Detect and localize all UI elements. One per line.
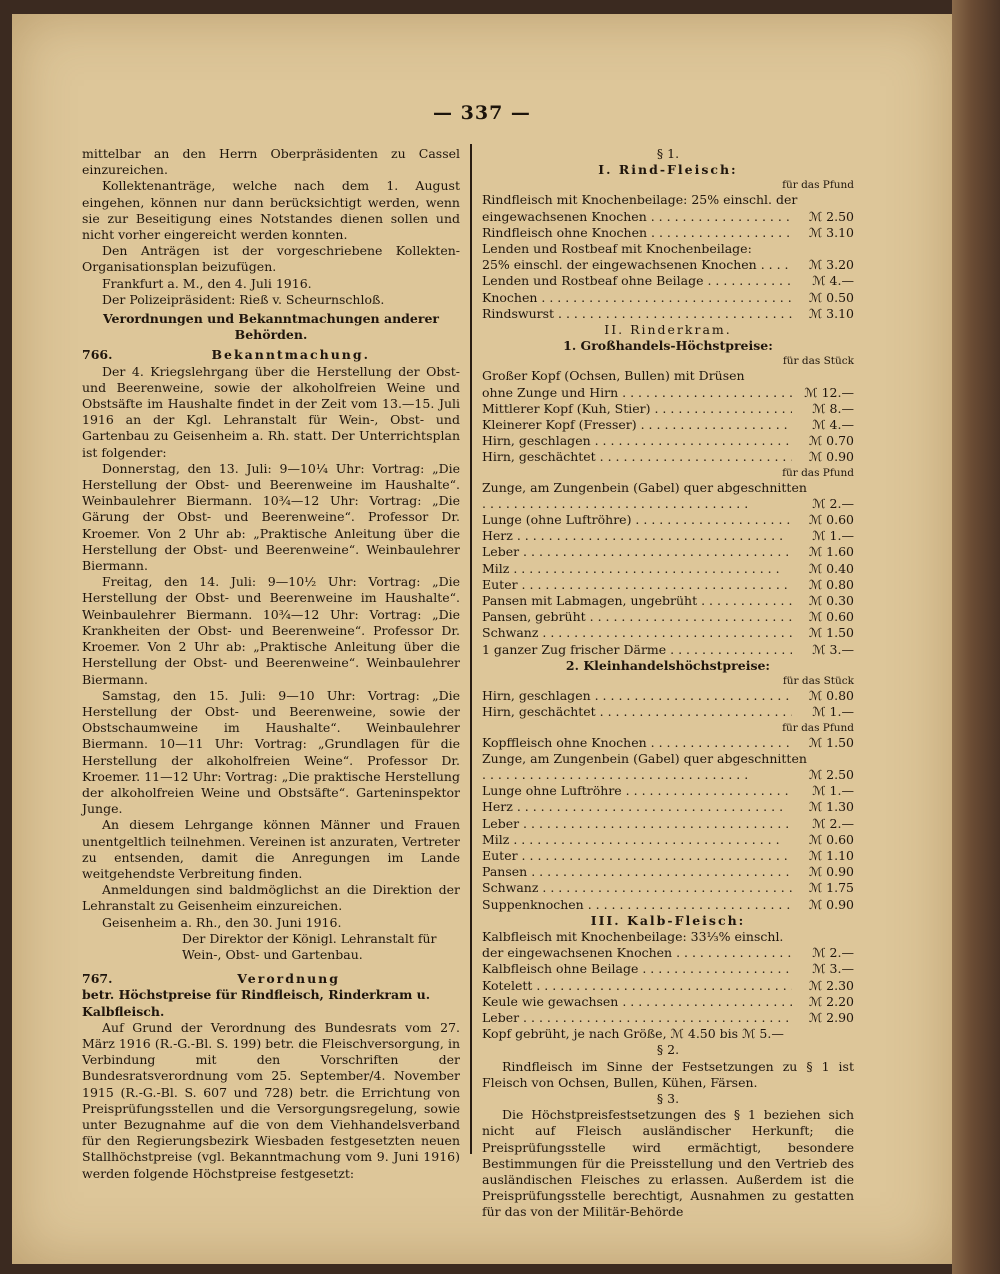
- unit-label: für das Stück: [782, 675, 854, 688]
- item-number: 766.: [82, 347, 113, 363]
- price-row-value: ℳ 8.—: [812, 400, 854, 416]
- date-line: Geisenheim a. Rh., den 30. Juni 1916.: [102, 914, 342, 930]
- paragraph: Den Anträgen ist der vorgeschriebene Kollekten-Organisationsplan beizufügen.: [82, 243, 460, 275]
- price-row: [482, 561, 854, 577]
- price-row: [482, 544, 854, 560]
- item-title: Verordnung: [237, 971, 340, 987]
- item-header-766: [82, 347, 460, 363]
- price-text: Kalbfleisch mit Knochenbeilage: 33⅓% einschl.: [482, 928, 784, 944]
- subcategory-heading: 2. Kleinhandelshöchstpreise:: [565, 657, 771, 673]
- signature-line: Der Polizeipräsident: Rieß v. Scheurnschloß.: [102, 291, 385, 307]
- price-row: [482, 945, 854, 961]
- price-row-label: Rindswurst . . .: [482, 306, 792, 322]
- price-text: Zunge, am Zungenbein (Gabel) quer abgeschnitten: [482, 479, 807, 495]
- price-row: [482, 978, 854, 994]
- price-row: [482, 799, 854, 815]
- price-row-value: ℳ 1.60: [808, 544, 854, 560]
- price-row: [482, 225, 854, 241]
- price-row-label: ohne Zunge und Hirn . . .: [482, 385, 792, 401]
- paragraph: Rindfleisch im Sinne der Festsetzungen zu § 1 ist Fleisch von Ochsen, Bullen, Kühen, Färsen.: [482, 1058, 854, 1090]
- page-number: — 337 —: [433, 102, 531, 124]
- price-row: [482, 704, 854, 720]
- price-row: [482, 832, 854, 848]
- price-row: [482, 880, 854, 896]
- paragraph: Samstag, den 15. Juli: 9—10 Uhr: Vortrag: „Die Herstellung der Obst- und Beerenweine, sowie der Obstschaumweine im Haushalte“. Weinbaulehrer Biermann. 10—11 Uhr: Vortrag: „Grundlagen für die Herstellung der alkoholfreien Weine“. Professor Dr. Kroemer. 11—12 Uhr: Vortrag: „Die praktische Herstellung der alkoholfreien Weine und Obstsäfte“. Garteninspektor Junge.: [82, 687, 460, 817]
- price-list: [482, 257, 854, 322]
- price-row-value: ℳ 0.90: [808, 449, 854, 465]
- price-row-label: Hirn, geschächtet . . .: [482, 449, 792, 465]
- book-binding: [952, 0, 1000, 1274]
- price-row-label: Hirn, geschlagen . . .: [482, 433, 792, 449]
- right-column: [482, 146, 854, 1221]
- price-row-value: ℳ 0.30: [808, 593, 854, 609]
- category-heading: II. Rinderkram.: [604, 322, 732, 338]
- price-row: [482, 306, 854, 322]
- price-text: Lenden und Rostbeaf mit Knochenbeilage:: [482, 241, 752, 257]
- column-divider: [470, 144, 472, 1154]
- price-row-label: Kalbfleisch ohne Beilage . . .: [482, 961, 792, 977]
- paragraph: Der 4. Kriegslehrgang über die Herstellung der Obst- und Beerenweine, sowie der alkoholfreien Weine und Obstsäfte im Haushalte findet in der Zeit vom 13.—15. Juli 1916 an der Kgl. Lehranstalt für Wein-, Obst- und Gartenbau zu Geisenheim a. Rh. statt. Der Unterrichtsplan ist folgender:: [82, 363, 460, 460]
- price-row-value: ℳ 1.10: [808, 847, 854, 863]
- paragraph: Die Höchstpreisfestsetzungen des § 1 beziehen sich nicht auf Fleisch ausländischer Herkunft; die Preisprüfungsstelle wird ermächtigt, besondere Bestimmungen für die Preisstellung und den Vertrieb des ausländischen Fleisches zu erlassen. Außerdem ist die Preisprüfungsstelle berechtigt, Ausnahmen zu gestatten für das von der Militär-Behörde: [482, 1107, 854, 1220]
- paragraph: Freitag, den 14. Juli: 9—10½ Uhr: Vortrag: „Die Herstellung der Obst- und Beerenweine im Haushalte“. Weinbaulehrer Biermann. 10¾—12 Uhr: Vortrag: „Die Krankheiten der Obst- und Beerenweine“. Professor Dr. Kroemer. Von 2 Uhr ab: „Praktische Anleitung über die Herstellung der Obst- und Beerenweine“. Weinbaulehrer Biermann.: [82, 574, 460, 687]
- price-row: [482, 1010, 854, 1026]
- price-list: [482, 496, 854, 658]
- price-row-label: 25% einschl. der eingewachsenen Knochen . . .: [482, 257, 792, 273]
- price-row-value: ℳ 3.—: [812, 641, 854, 657]
- price-row-value: ℳ 2.—: [812, 945, 854, 961]
- price-row: [482, 385, 854, 401]
- price-row-label: Pansen, gebrüht . . .: [482, 609, 792, 625]
- price-row-value: ℳ 0.90: [808, 864, 854, 880]
- price-row: [482, 512, 854, 528]
- price-row-value: ℳ 0.50: [808, 289, 854, 305]
- price-row-value: ℳ 2.30: [808, 977, 854, 993]
- left-column: [82, 146, 460, 1182]
- price-row-label: Lunge (ohne Luftröhre) . . .: [482, 512, 792, 528]
- price-row-label: Schwanz . . .: [482, 625, 792, 641]
- price-row-value: ℳ 0.90: [808, 896, 854, 912]
- price-row-value: ℳ 4.—: [812, 273, 854, 289]
- price-list: [482, 209, 854, 241]
- price-row: [482, 433, 854, 449]
- price-list: [482, 688, 854, 720]
- price-row: [482, 290, 854, 306]
- price-row: [482, 625, 854, 641]
- price-row: [482, 528, 854, 544]
- paragraph: Donnerstag, den 13. Juli: 9—10¼ Uhr: Vortrag: „Die Herstellung der Obst- und Beerenweine im Haushalte“. Weinbaulehrer Biermann. 10¾—12 Uhr: Vortrag: „Die Gärung der Obst- und Beerenweine“. Professor Dr. Kroemer. Von 2 Uhr ab: „Praktische Anleitung über die Herstellung der Obst- und Beerenweine“. Weinbaulehrer Biermann.: [82, 460, 460, 574]
- price-row-value: ℳ 2.90: [808, 1009, 854, 1025]
- price-row: [482, 897, 854, 913]
- price-row-value: ℳ 2.50: [808, 766, 854, 782]
- price-row-label: Kleinerer Kopf (Fresser) . . .: [482, 417, 792, 433]
- price-row-value: ℳ 1.50: [808, 734, 854, 750]
- unit-label: für das Pfund: [782, 179, 854, 192]
- price-row-value: ℳ 1.—: [812, 783, 854, 799]
- price-row: [482, 848, 854, 864]
- price-row-value: ℳ 0.80: [808, 576, 854, 592]
- price-row-label: Herz . . .: [482, 528, 792, 544]
- price-text: Großer Kopf (Ochsen, Bullen) mit Drüsen: [482, 368, 745, 384]
- price-row: [482, 273, 854, 289]
- price-row-value: ℳ 2.50: [808, 208, 854, 224]
- price-row-value: ℳ 0.60: [808, 609, 854, 625]
- signature-line: Der Direktor der Königl. Lehranstalt für Wein-, Obst- und Gartenbau.: [182, 930, 437, 962]
- price-row-label: eingewachsenen Knochen . . .: [482, 209, 792, 225]
- price-row-label: 1 ganzer Zug frischer Därme . . .: [482, 642, 792, 658]
- price-row-label: Kotelett . . .: [482, 978, 792, 994]
- item-subtitle: betr. Höchstpreise für Rindfleisch, Rinderkram u. Kalbfleisch.: [82, 987, 431, 1019]
- price-row-label: Euter . . .: [482, 577, 792, 593]
- price-row: [482, 735, 854, 751]
- price-row-value: ℳ 0.40: [808, 560, 854, 576]
- price-row-label: Herz . . .: [482, 799, 792, 815]
- price-row: [482, 994, 854, 1010]
- section-heading: Verordnungen und Bekanntmachungen anderer Behörden.: [103, 311, 439, 343]
- price-row: [482, 209, 854, 225]
- price-row-label: Schwanz . . .: [482, 880, 792, 896]
- section-mark: § 1.: [656, 146, 680, 161]
- price-row-label: [482, 767, 792, 783]
- price-row-value: ℳ 12.—: [804, 384, 854, 400]
- unit-label: für das Pfund: [782, 721, 854, 734]
- price-list: [482, 945, 854, 1026]
- price-text: Kopf gebrüht, je nach Größe, ℳ 4.50 bis ℳ 5.—: [482, 1026, 784, 1042]
- price-row-value: ℳ 1.—: [812, 704, 854, 720]
- price-row-value: ℳ 1.75: [808, 880, 854, 896]
- item-title: Bekanntmachung.: [211, 347, 370, 363]
- paragraph: Anmeldungen sind baldmöglichst an die Direktion der Lehranstalt zu Geisenheim einzureichen.: [82, 882, 460, 914]
- price-row-value: ℳ 0.80: [808, 688, 854, 704]
- unit-label: für das Stück: [782, 355, 854, 368]
- price-row-label: Leber . . .: [482, 816, 792, 832]
- price-row-label: Milz . . .: [482, 832, 792, 848]
- price-row: [482, 417, 854, 433]
- price-row: [482, 816, 854, 832]
- price-row-value: ℳ 1.—: [812, 528, 854, 544]
- price-row: [482, 609, 854, 625]
- item-header-767: [82, 971, 460, 987]
- price-row-value: ℳ 2.—: [812, 815, 854, 831]
- price-row-label: Hirn, geschächtet . . .: [482, 704, 792, 720]
- price-row: [482, 593, 854, 609]
- price-row-label: der eingewachsenen Knochen . . .: [482, 945, 792, 961]
- price-row-label: Suppenknochen . . .: [482, 897, 792, 913]
- price-row: [482, 783, 854, 799]
- paragraph: Kollektenanträge, welche nach dem 1. August eingehen, können nur dann berücksichtigt werden, wenn sie zur Beseitigung eines Notstandes dienen sollen und nicht vorher eingereicht werden konnten.: [82, 178, 460, 243]
- price-text: Zunge, am Zungenbein (Gabel) quer abgeschnitten: [482, 750, 807, 766]
- price-row-label: Mittlerer Kopf (Kuh, Stier) . . .: [482, 401, 792, 417]
- price-row: [482, 864, 854, 880]
- price-row-label: [482, 496, 792, 512]
- price-row-label: Hirn, geschlagen . . .: [482, 688, 792, 704]
- date-line: Frankfurt a. M., den 4. Juli 1916.: [102, 275, 312, 291]
- price-row-label: Pansen . . .: [482, 864, 792, 880]
- price-row-value: ℳ 2.—: [812, 495, 854, 511]
- price-row-value: ℳ 0.60: [808, 512, 854, 528]
- price-row: [482, 401, 854, 417]
- paragraph: An diesem Lehrgange können Männer und Frauen unentgeltlich teilnehmen. Vereinen ist anzuraten, Vertreter zu entsenden, damit die Anregungen im Lande weitgehendste Verbreitung finden.: [82, 817, 460, 881]
- price-row-label: Rindfleisch ohne Knochen . . .: [482, 225, 792, 241]
- price-text: Rindfleisch mit Knochenbeilage: 25% einschl. der: [482, 192, 798, 208]
- price-row-label: Lenden und Rostbeaf ohne Beilage . . .: [482, 273, 792, 289]
- price-row-label: Knochen . . .: [482, 290, 792, 306]
- section-mark: § 3.: [656, 1090, 680, 1106]
- price-row-label: Euter . . .: [482, 848, 792, 864]
- price-row-value: ℳ 2.20: [808, 993, 854, 1009]
- paragraph: Auf Grund der Verordnung des Bundesrats vom 27. März 1916 (R.-G.-Bl. S. 199) betr. die Fleischversorgung, in Verbindung mit den Vorschriften der Bundesratsverordnung vom 25. September/4. November 1915 (R.-G.-Bl. S. 607 und 728) betr. die Errichtung von Preisprüfungsstellen und die Versorgungsregelung, sowie unter Bezugnahme auf die von dem Viehhandelsverband für den Regierungsbezirk Wiesbaden festgesetzten neuen Stallhöchstpreise (vgl. Bekanntmachung vom 9. Juni 1916) werden folgende Höchstpreise festgesetzt:: [82, 1019, 460, 1181]
- price-row-value: ℳ 1.50: [808, 625, 854, 641]
- price-row-value: ℳ 4.—: [812, 417, 854, 433]
- item-number: 767.: [82, 971, 113, 987]
- unit-label: für das Pfund: [782, 466, 854, 479]
- price-row-label: Milz . . .: [482, 561, 792, 577]
- price-row: [482, 961, 854, 977]
- price-row-value: ℳ 3.—: [812, 961, 854, 977]
- category-heading: I. Rind-Fleisch:: [598, 162, 738, 178]
- price-row-value: ℳ 0.60: [808, 831, 854, 847]
- price-row-label: Leber . . .: [482, 1010, 792, 1026]
- price-row-label: Kopffleisch ohne Knochen . . .: [482, 735, 792, 751]
- category-heading: III. Kalb-Fleisch:: [590, 912, 746, 928]
- price-row: [482, 767, 854, 783]
- price-row-value: ℳ 3.10: [808, 305, 854, 321]
- price-row-label: Keule wie gewachsen . . .: [482, 994, 792, 1010]
- price-list: [482, 767, 854, 913]
- price-row-label: Lunge ohne Luftröhre . . .: [482, 783, 792, 799]
- section-mark: § 2.: [656, 1042, 680, 1058]
- price-row-label: Leber . . .: [482, 544, 792, 560]
- price-row: [482, 577, 854, 593]
- price-row-value: ℳ 3.10: [808, 224, 854, 240]
- price-row: [482, 449, 854, 465]
- price-row-value: ℳ 3.20: [808, 257, 854, 273]
- paragraph: mittelbar an den Herrn Oberpräsidenten zu Cassel einzureichen.: [82, 146, 460, 178]
- price-list: [482, 735, 854, 751]
- price-row: [482, 257, 854, 273]
- price-row: [482, 642, 854, 658]
- price-row-value: ℳ 1.30: [808, 799, 854, 815]
- price-row-value: ℳ 0.70: [808, 433, 854, 449]
- subcategory-heading: 1. Großhandels-Höchstpreise:: [563, 338, 773, 354]
- document-page: [12, 14, 952, 1264]
- price-row-label: Pansen mit Labmagen, ungebrüht . . .: [482, 593, 792, 609]
- price-row: [482, 496, 854, 512]
- price-list: [482, 385, 854, 466]
- price-row: [482, 688, 854, 704]
